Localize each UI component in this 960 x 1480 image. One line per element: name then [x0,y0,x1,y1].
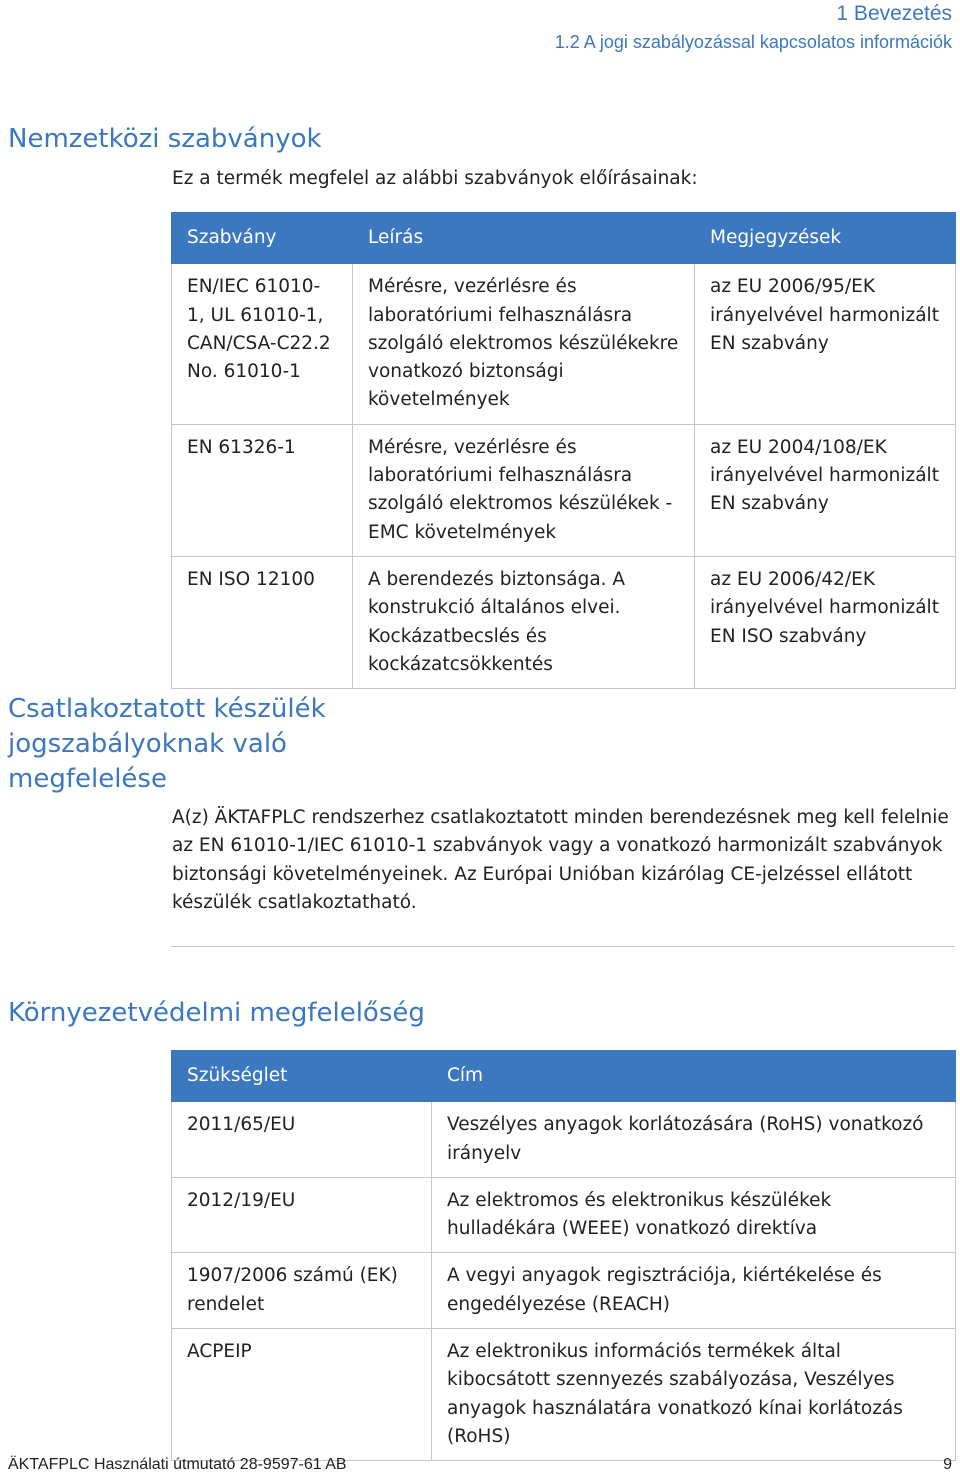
standards-table [171,212,956,689]
table-row [172,1102,956,1178]
standards-intro: Ez a termék megfelel az alábbi szabványok előírásainak: [172,168,698,189]
connected-equipment-heading [8,692,326,797]
column-header-notes: Megjegyzések [695,213,956,264]
standard-cell: EN/IEC 61010-1, UL 61010-1, CAN/CSA-C22.2 No. 61010-1 [172,264,353,424]
column-header-description: Leírás [353,213,695,264]
page-number: 9 [943,1456,952,1473]
section-divider [171,946,955,947]
description-cell: A berendezés biztonsága. A konstrukció általános elvei. Kockázatbecslés és kockázatcsökkentés [353,556,695,688]
title-cell: Az elektromos és elektronikus készülékek hulladékára (WEEE) vonatkozó direktíva [432,1177,956,1253]
description-cell: Mérésre, vezérlésre és laboratóriumi felhasználásra szolgáló elektromos készülékekre vonatkozó biztonsági követelmények [353,264,695,424]
heading-line: jogszabályoknak való [8,729,287,759]
requirement-cell: ACPEIP [172,1329,432,1461]
environment-table-header [172,1051,956,1102]
heading-line: Csatlakoztatott készülék [8,694,326,724]
standards-table-header [172,213,956,264]
notes-cell: az EU 2006/95/EK irányelvével harmonizált EN szabvány [695,264,956,424]
table-row [172,1329,956,1461]
environment-table [171,1050,956,1461]
requirement-cell: 2011/65/EU [172,1102,432,1178]
environmental-compliance-heading: Környezetvédelmi megfelelőség [8,998,425,1028]
footer-document-title: ÄKTAFPLC Használati útmutató 28-9597-61 AB [8,1456,347,1473]
requirement-cell: 1907/2006 számú (EK) rendelet [172,1253,432,1329]
notes-cell: az EU 2006/42/EK irányelvével harmonizált EN ISO szabvány [695,556,956,688]
column-header-requirement: Szükséglet [172,1051,432,1102]
column-header-title: Cím [432,1051,956,1102]
running-head-section: 1.2 A jogi szabályozással kapcsolatos információk [554,32,952,52]
table-row [172,1253,956,1329]
standard-cell: EN ISO 12100 [172,556,353,688]
connected-equipment-body: A(z) ÄKTAFPLC rendszerhez csatlakoztatott minden berendezésnek meg kell felelnie az EN 61010-1/IEC 61010-1 szabványok vagy a vonatkozó harmonizált szabványok biztonsági követelményeinek. Az Európai Unióban kizárólag CE-jelzéssel ellátott készülék csatlakoztatható. [172,807,949,914]
notes-cell: az EU 2004/108/EK irányelvével harmonizált EN szabvány [695,424,956,556]
column-header-standard: Szabvány [172,213,353,264]
title-cell: Az elektronikus információs termékek által kibocsátott szennyezés szabályozása, Veszélyes anyagok használatára vonatkozó kínai korlátozás (RoHS) [432,1329,956,1461]
running-head-chapter: 1 Bevezetés [836,2,952,25]
description-cell: Mérésre, vezérlésre és laboratóriumi felhasználásra szolgáló elektromos készülékek - EMC követelmények [353,424,695,556]
title-cell: A vegyi anyagok regisztrációja, kiértékelése és engedélyezése (REACH) [432,1253,956,1329]
table-row [172,556,956,688]
title-cell: Veszélyes anyagok korlátozására (RoHS) vonatkozó irányelv [432,1102,956,1178]
page-footer [8,1452,952,1480]
table-row [172,424,956,556]
international-standards-heading: Nemzetközi szabványok [8,124,322,154]
heading-line: megfelelése [8,764,167,794]
table-row [172,1177,956,1253]
standard-cell: EN 61326-1 [172,424,353,556]
requirement-cell: 2012/19/EU [172,1177,432,1253]
table-row [172,264,956,424]
